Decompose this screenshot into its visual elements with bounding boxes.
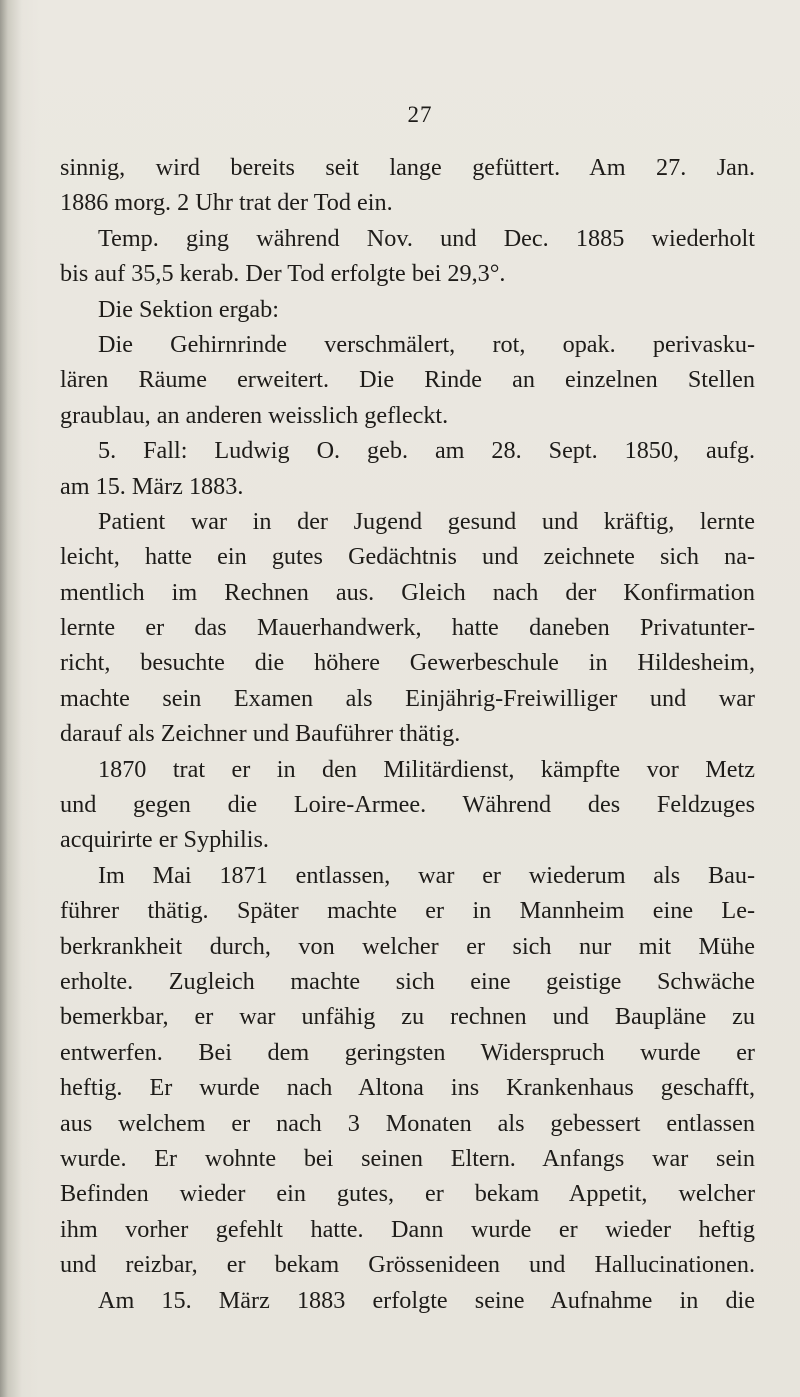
text-line: und gegen die Loire-Armee. Während des Feldzuges	[60, 791, 755, 819]
text-line: richt, besuchte die höhere Gewerbeschule in Hildesheim,	[60, 649, 755, 677]
text-line: graublau, an anderen weisslich gefleckt.	[60, 401, 449, 429]
text-line: am 15. März 1883.	[60, 472, 244, 500]
text-line: leicht, hatte ein gutes Gedächtnis und zeichnete sich na-	[60, 543, 755, 571]
text-line: erholte. Zugleich machte sich eine geistige Schwäche	[60, 967, 755, 995]
text-line: bis auf 35,5 kerab. Der Tod erfolgte bei 29,3°.	[60, 260, 506, 288]
text-line: darauf als Zeichner und Bauführer thätig.	[60, 720, 461, 748]
text-line: wurde. Er wohnte bei seinen Eltern. Anfangs war sein	[60, 1144, 755, 1172]
text-line: 1870 trat er in den Militärdienst, kämpfte vor Metz	[98, 755, 755, 783]
text-line: sinnig, wird bereits seit lange gefüttert. Am 27. Jan.	[60, 154, 755, 181]
text-line: führer thätig. Später machte er in Mannheim eine Le-	[60, 897, 755, 925]
text-line: berkrankheit durch, von welcher er sich nur mit Mühe	[60, 932, 755, 960]
text-line: Die Gehirnrinde verschmälert, rot, opak. perivasku-	[98, 330, 755, 358]
text-line: 5. Fall: Ludwig O. geb. am 28. Sept. 1850, aufg.	[98, 437, 755, 465]
page-number: 27	[407, 102, 433, 127]
text-line: Temp. ging während Nov. und Dec. 1885 wiederholt	[98, 224, 755, 252]
text-line: und reizbar, er bekam Grössenideen und Hallucinationen.	[60, 1251, 755, 1279]
text-line: Patient war in der Jugend gesund und kräftig, lernte	[98, 507, 755, 535]
text-line: Am 15. März 1883 erfolgte seine Aufnahme in die	[98, 1286, 755, 1314]
text-line: ihm vorher gefehlt hatte. Dann wurde er wieder heftig	[60, 1215, 755, 1243]
text-line: Befinden wieder ein gutes, er bekam Appetit, welcher	[60, 1180, 755, 1208]
text-line: lären Räume erweitert. Die Rinde an einzelnen Stellen	[60, 366, 755, 394]
text-line: heftig. Er wurde nach Altona ins Krankenhaus geschafft,	[60, 1074, 755, 1102]
text-line: bemerkbar, er war unfähig zu rechnen und Baupläne zu	[60, 1003, 755, 1031]
text-line: machte sein Examen als Einjährig-Freiwilliger und war	[60, 684, 755, 712]
text-line: Im Mai 1871 entlassen, war er wiederum als Bau-	[98, 861, 755, 889]
text-line: acquirirte er Syphilis.	[60, 826, 269, 854]
text-line: Die Sektion ergab:	[98, 295, 279, 323]
text-line: 1886 morg. 2 Uhr trat der Tod ein.	[60, 189, 393, 217]
text-line: entwerfen. Bei dem geringsten Widerspruch wurde er	[60, 1038, 755, 1066]
body-text	[60, 150, 755, 1318]
text-line: lernte er das Mauerhandwerk, hatte daneben Privatunter-	[60, 614, 755, 642]
text-line: aus welchem er nach 3 Monaten als gebessert entlassen	[60, 1109, 755, 1137]
text-line: mentlich im Rechnen aus. Gleich nach der Konfirmation	[60, 578, 755, 606]
